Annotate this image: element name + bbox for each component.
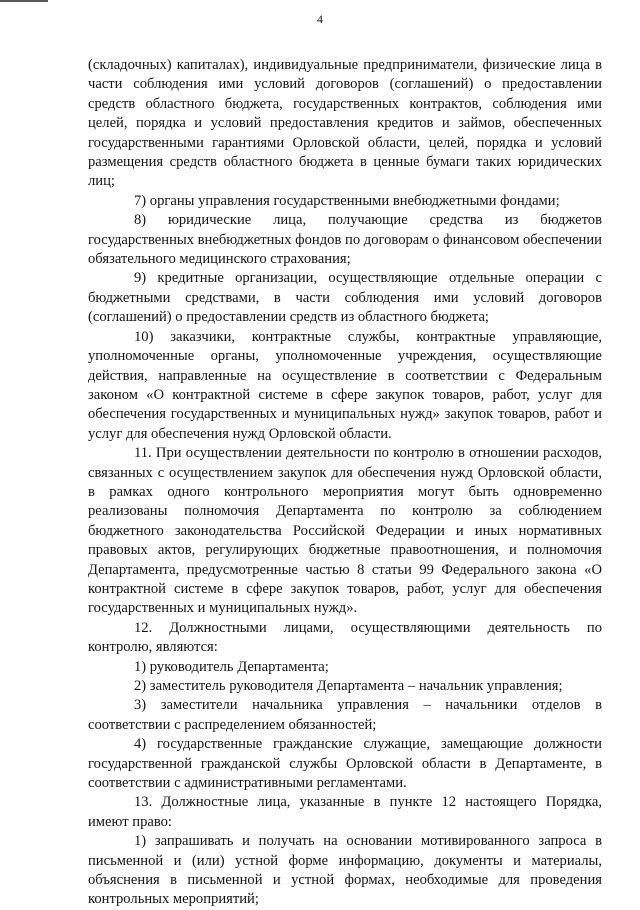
paragraph-continuation: (складочных) капиталах), индивидуальные предприниматели, физические лица в части соблюдения ими условий договоров (соглашений) о предоставлении средств областного бюджета, государственных контрактов, соблюдения ими целей, порядка и условий предоставления кредитов и займов, обеспеченных государственными гарантиями Орловской области, целей, порядка и условий размещения средств областного бюджета в ценные бумаги таких юридических лиц; bbox=[88, 57, 602, 190]
page-number: 4 bbox=[317, 12, 323, 26]
document-body bbox=[88, 56, 602, 910]
list-item-9: 9) кредитные организации, осуществляющие отдельные операции с бюджетными средствами, в части соблюдения ими условий договоров (соглашений) о предоставлении средств из областного бюджета; bbox=[88, 270, 602, 326]
clause-12-item-4: 4) государственные гражданские служащие, замещающие должности государственной гражданской службы Орловской области в Департаменте, в соответствии с административными регламентами. bbox=[88, 736, 602, 792]
list-item-7: 7) органы управления государственными внебюджетными фондами; bbox=[134, 192, 560, 209]
clause-13: 13. Должностные лица, указанные в пункте 12 настоящего Порядка, имеют право: bbox=[88, 794, 602, 830]
clause-11: 11. При осуществлении деятельности по контролю в отношении расходов, связанных с осуществлением закупок для обеспечения нужд Орловской области, в рамках одного контрольного мероприятия могут быть одновременно реализованы полномочия Департамента по контролю за соблюдением бюджетного законодательства Российской Федерации и иных нормативных правовых актов, регулирующих бюджетные правоотношения, и полномочия Департамента, предусмотренные частью 8 статьи 99 Федерального закона «О контрактной системе в сфере закупок товаров, работ, услуг для обеспечения государственных и муниципальных нужд». bbox=[88, 445, 602, 617]
list-item-8: 8) юридические лица, получающие средства из бюджетов государственных внебюджетных фондов по договорам о финансовом обеспечении обязательного медицинского страхования; bbox=[88, 212, 602, 268]
clause-13-item-1: 1) запрашивать и получать на основании мотивированного запроса в письменной и (или) устной форме информацию, документы и материалы, объяснения в письменной и устной формах, необходимые для проведения контрольных мероприятий; bbox=[88, 833, 602, 908]
clause-12-item-3: 3) заместители начальника управления – начальники отделов в соответствии с распределением обязанностей; bbox=[88, 697, 602, 733]
clause-12: 12. Должностными лицами, осуществляющими деятельность по контролю, являются: bbox=[88, 619, 602, 656]
scan-edge-mark bbox=[0, 0, 48, 2]
list-item-10: 10) заказчики, контрактные службы, контрактные управляющие, уполномоченные органы, уполномоченные учреждения, осуществляющие действия, направленные на осуществление в соответствии с Федеральным законом «О контрактной системе в сфере закупок товаров, работ, услуг для обеспечения государственных и муниципальных нужд» закупок товаров, работ и услуг для обеспечения нужд Орловской области. bbox=[88, 328, 602, 442]
clause-12-item-2: 2) заместитель руководителя Департамента – начальник управления; bbox=[134, 678, 563, 694]
clause-12-item-1: 1) руководитель Департамента; bbox=[134, 658, 329, 675]
